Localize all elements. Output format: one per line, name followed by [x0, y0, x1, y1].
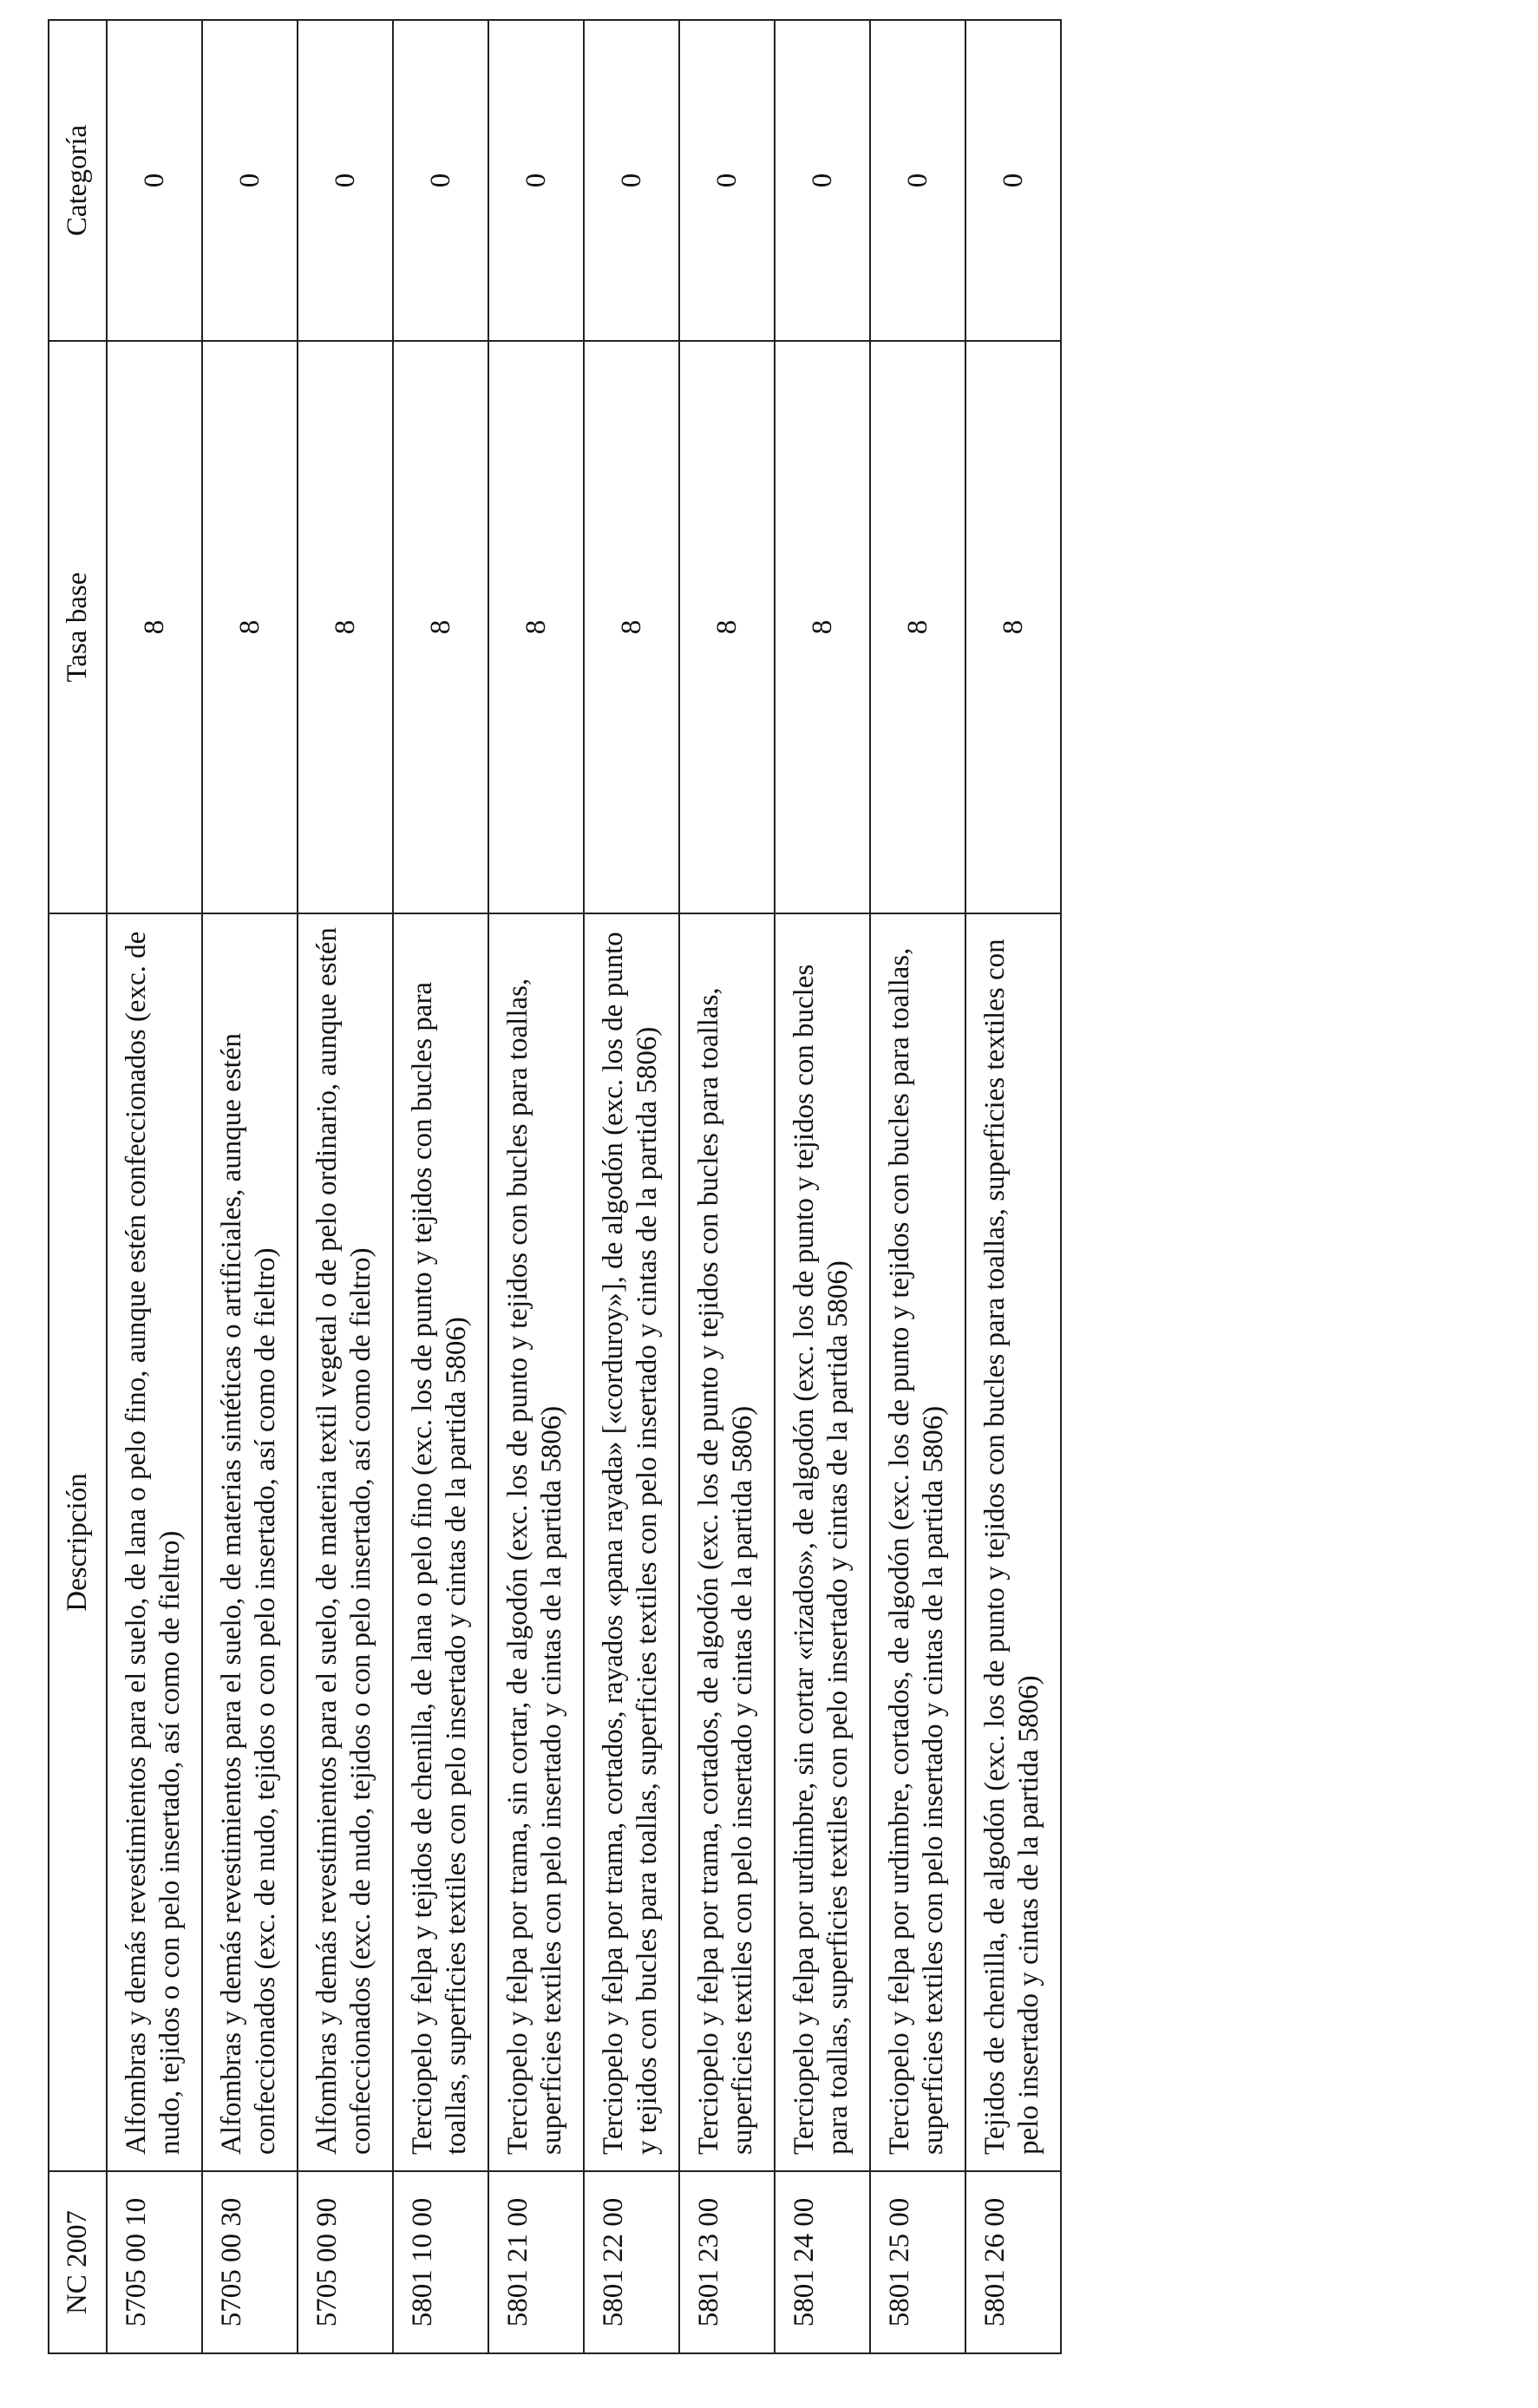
base-rate-cell: 8 — [965, 341, 1061, 913]
description-cell: Alfombras y demás revestimientos para el suelo, de materia textil vegetal o de pelo ordinario, aunque estén confeccionados (exc. de nudo, tejidos o con pelo insertado, así como de fieltro) — [298, 913, 393, 2171]
rotated-page — [48, 21, 1060, 2354]
nc-code-cell: 5705 00 10 — [107, 2171, 202, 2353]
description-cell: Terciopelo y felpa por trama, cortados, de algodón (exc. los de punto y tejidos con bucles para toallas, superficies textiles con pelo insertado y cintas de la partida 5806) — [679, 913, 775, 2171]
category-cell: 0 — [775, 20, 870, 341]
base-rate-cell: 8 — [775, 341, 870, 913]
nc-code-cell: 5705 00 90 — [298, 2171, 393, 2353]
base-rate-cell: 8 — [679, 341, 775, 913]
category-cell: 0 — [298, 20, 393, 341]
table-row — [965, 20, 1061, 2353]
table-row — [584, 20, 679, 2353]
base-rate-cell: 8 — [298, 341, 393, 913]
category-cell: 0 — [870, 20, 965, 341]
header-tasa-base: Tasa base — [49, 341, 107, 913]
nc-code-cell: 5801 23 00 — [679, 2171, 775, 2353]
category-cell: 0 — [107, 20, 202, 341]
nc-code-cell: 5801 10 00 — [393, 2171, 488, 2353]
description-cell: Terciopelo y felpa por urdimbre, sin cortar «rizados», de algodón (exc. los de punto y tejidos con bucles para toallas, superficies textiles con pelo insertado y cintas de la partida 5806) — [775, 913, 870, 2171]
description-cell: Alfombras y demás revestimientos para el suelo, de materias sintéticas o artificiales, aunque estén confeccionados (exc. de nudo, tejidos o con pelo insertado, así como de fieltro) — [202, 913, 298, 2171]
nc-code-cell: 5801 26 00 — [965, 2171, 1061, 2353]
base-rate-cell: 8 — [202, 341, 298, 913]
header-categoria: Categoría — [49, 20, 107, 341]
description-cell: Alfombras y demás revestimientos para el suelo, de lana o pelo fino, aunque estén confeccionados (exc. de nudo, tejidos o con pelo insertado, así como de fieltro) — [107, 913, 202, 2171]
table-row — [870, 20, 965, 2353]
table-row — [775, 20, 870, 2353]
base-rate-cell: 8 — [584, 341, 679, 913]
base-rate-cell: 8 — [870, 341, 965, 913]
description-cell: Terciopelo y felpa por trama, sin cortar, de algodón (exc. los de punto y tejidos con bucles para toallas, superficies textiles con pelo insertado y cintas de la partida 5806) — [488, 913, 584, 2171]
tariff-table — [48, 19, 1062, 2354]
category-cell: 0 — [584, 20, 679, 341]
nc-code-cell: 5801 25 00 — [870, 2171, 965, 2353]
description-cell: Terciopelo y felpa por urdimbre, cortados, de algodón (exc. los de punto y tejidos con bucles para toallas, superficies textiles con pelo insertado y cintas de la partida 5806) — [870, 913, 965, 2171]
category-cell: 0 — [679, 20, 775, 341]
nc-code-cell: 5801 22 00 — [584, 2171, 679, 2353]
category-cell: 0 — [202, 20, 298, 341]
table-header-row — [49, 20, 107, 2353]
header-nc-2007: NC 2007 — [49, 2171, 107, 2353]
table-row — [393, 20, 488, 2353]
table-row — [488, 20, 584, 2353]
nc-code-cell: 5705 00 30 — [202, 2171, 298, 2353]
category-cell: 0 — [965, 20, 1061, 341]
table-row — [107, 20, 202, 2353]
table-row — [298, 20, 393, 2353]
header-descripcion: Descripción — [49, 913, 107, 2171]
nc-code-cell: 5801 21 00 — [488, 2171, 584, 2353]
table-row — [679, 20, 775, 2353]
base-rate-cell: 8 — [107, 341, 202, 913]
nc-code-cell: 5801 24 00 — [775, 2171, 870, 2353]
base-rate-cell: 8 — [488, 341, 584, 913]
table-row — [202, 20, 298, 2353]
description-cell: Terciopelo y felpa y tejidos de chenilla, de lana o pelo fino (exc. los de punto y tejidos con bucles para toallas, superficies textiles con pelo insertado y cintas de la partida 5806) — [393, 913, 488, 2171]
base-rate-cell: 8 — [393, 341, 488, 913]
category-cell: 0 — [393, 20, 488, 341]
description-cell: Terciopelo y felpa por trama, cortados, rayados «pana rayada» [«corduroy»], de algodón (exc. los de punto y tejidos con bucles para toallas, superficies textiles con pelo insertado y cintas de la partida 5806) — [584, 913, 679, 2171]
description-cell: Tejidos de chenilla, de algodón (exc. los de punto y tejidos con bucles para toallas, superficies textiles con pelo insertado y cintas de la partida 5806) — [965, 913, 1061, 2171]
category-cell: 0 — [488, 20, 584, 341]
